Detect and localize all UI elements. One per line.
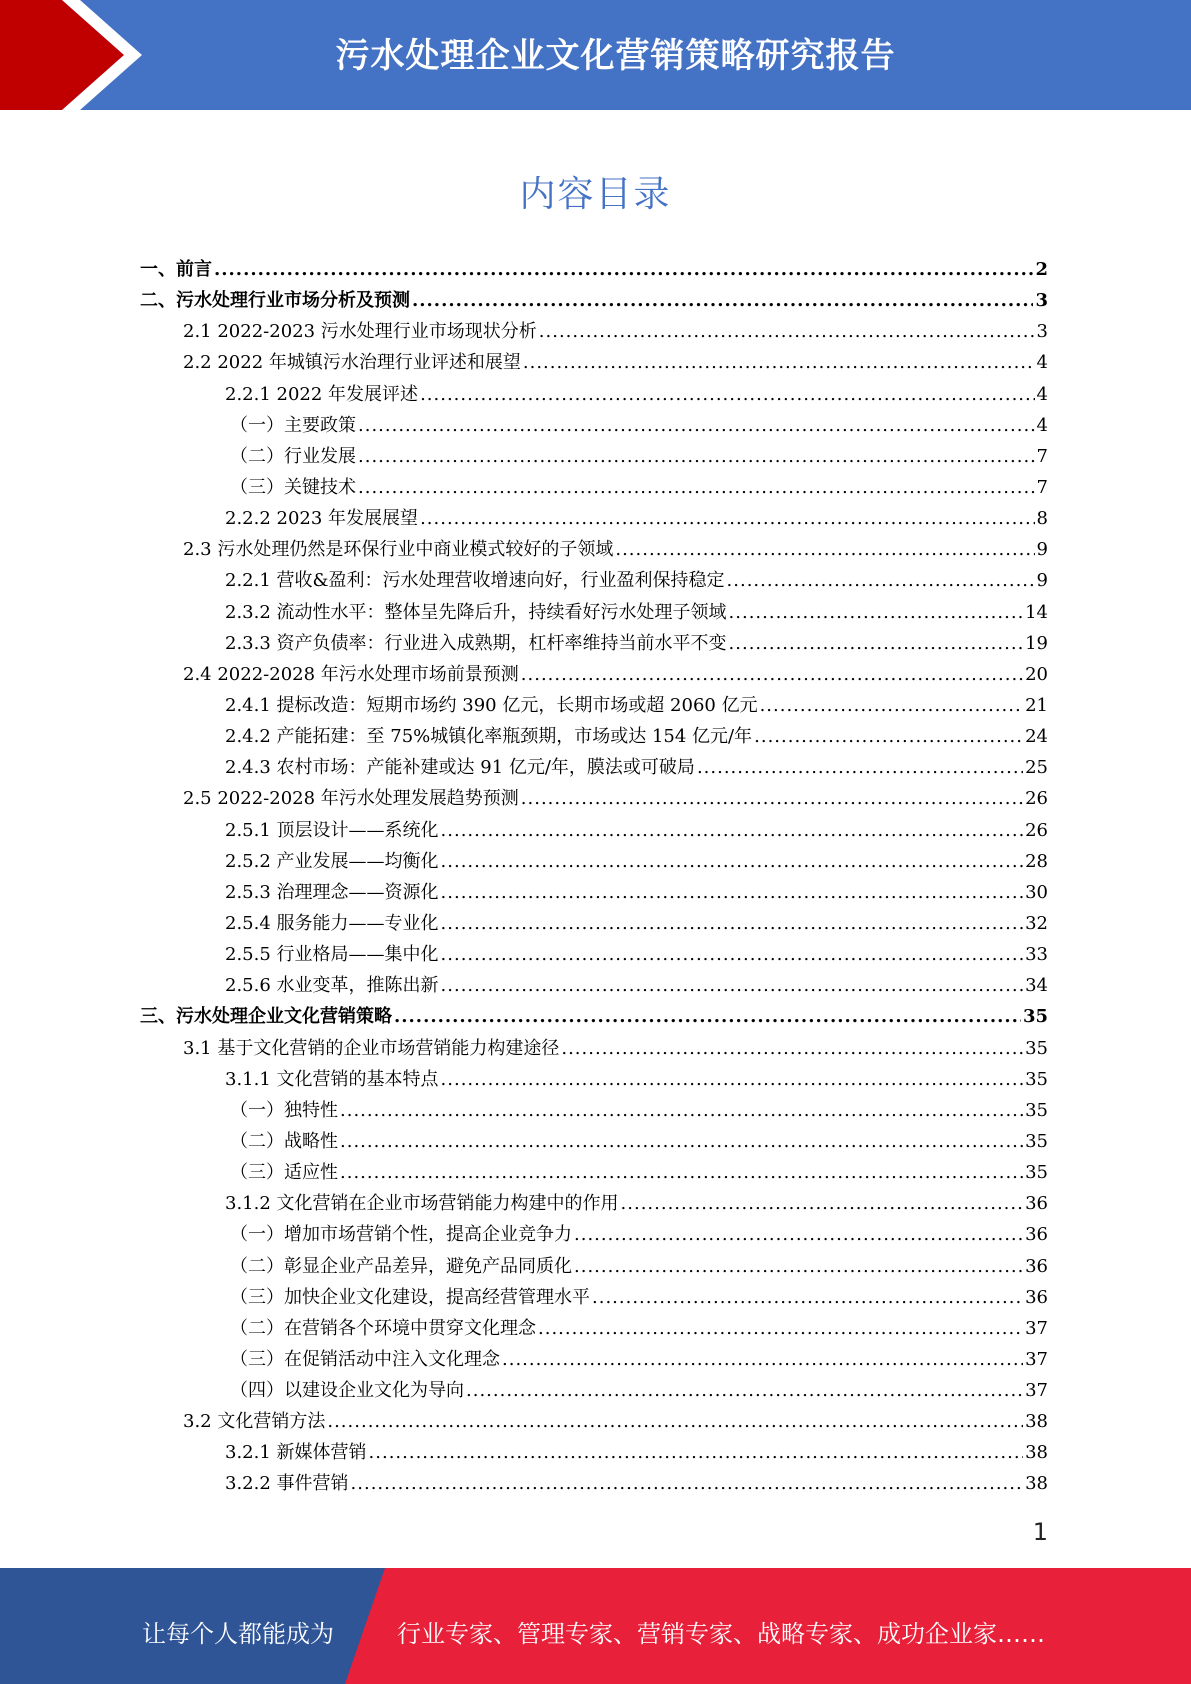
- toc-leader-dots: [521, 659, 1023, 690]
- toc-entry-page: 7: [1036, 445, 1048, 467]
- toc-entry-label: （二）战略性: [230, 1130, 338, 1152]
- toc-entry-label: 3.2.1 新媒体营销: [225, 1442, 367, 1464]
- toc-entry-label: 2.4.3 农村市场：产能补建或达 91 亿元/年，膜法或可破局: [225, 757, 695, 779]
- toc-leader-dots: [574, 1251, 1023, 1282]
- report-title: 污水处理企业文化营销策略研究报告: [335, 36, 896, 76]
- toc-entry-label: 3.1.1 文化营销的基本特点: [225, 1068, 439, 1090]
- toc-entry-label: 2.1 2022-2023 污水处理行业市场现状分析: [183, 321, 537, 343]
- toc-entry-label: （三）关键技术: [230, 476, 356, 498]
- toc-entry-page: 30: [1025, 881, 1048, 903]
- toc-entry-page: 34: [1025, 975, 1048, 997]
- toc-entry[interactable]: [140, 316, 1048, 347]
- toc-leader-dots: [615, 534, 1034, 565]
- toc-entry-page: 26: [1025, 819, 1048, 841]
- toc-entry[interactable]: [140, 815, 1048, 846]
- toc-entry[interactable]: [140, 1437, 1048, 1468]
- toc-leader-dots: [592, 1282, 1023, 1313]
- toc-entry-label: 2.5.5 行业格局——集中化: [225, 944, 439, 966]
- toc-leader-dots: [358, 441, 1035, 472]
- toc-entry-page: 38: [1025, 1411, 1048, 1433]
- toc-entry[interactable]: [140, 1033, 1048, 1064]
- toc-entry-label: 2.2.1 营收&盈利：污水处理营收增速向好，行业盈利保持稳定: [225, 570, 725, 592]
- table-of-contents: [140, 254, 1048, 1500]
- toc-entry-label: 2.3 污水处理仍然是环保行业中商业模式较好的子领域: [183, 539, 614, 561]
- toc-leader-dots: [358, 410, 1035, 441]
- toc-leader-dots: [340, 1126, 1023, 1157]
- toc-leader-dots: [420, 503, 1034, 534]
- toc-entry-label: 2.5.2 产业发展——均衡化: [225, 850, 439, 872]
- toc-entry[interactable]: [140, 379, 1048, 410]
- toc-entry-label: （一）主要政策: [230, 414, 356, 436]
- toc-entry[interactable]: [140, 1095, 1048, 1126]
- toc-leader-dots: [441, 877, 1024, 908]
- toc-entry-page: 37: [1025, 1348, 1048, 1370]
- toc-entry[interactable]: [140, 534, 1048, 565]
- toc-entry-page: 35: [1025, 1162, 1048, 1184]
- toc-entry-label: 2.4.2 产能拓建：至 75%城镇化率瓶颈期，市场或达 154 亿元/年: [225, 726, 753, 748]
- toc-entry[interactable]: [140, 970, 1048, 1001]
- toc-entry-page: 3: [1036, 321, 1048, 343]
- toc-entry[interactable]: [140, 503, 1048, 534]
- toc-entry[interactable]: [140, 908, 1048, 939]
- toc-entry[interactable]: [140, 877, 1048, 908]
- toc-leader-dots: [621, 1188, 1024, 1219]
- toc-entry-page: 4: [1036, 352, 1048, 374]
- toc-entry-label: 3.2.2 事件营销: [225, 1473, 349, 1495]
- toc-entry[interactable]: [140, 752, 1048, 783]
- toc-leader-dots: [727, 565, 1035, 596]
- toc-entry-page: 37: [1025, 1317, 1048, 1339]
- toc-entry-label: （一）增加市场营销个性，提高企业竞争力: [230, 1224, 572, 1246]
- toc-entry[interactable]: [140, 254, 1048, 285]
- toc-leader-dots: [441, 970, 1024, 1001]
- toc-leader-dots: [358, 472, 1035, 503]
- toc-heading: 内容目录: [519, 174, 672, 215]
- toc-entry-label: （三）在促销活动中注入文化理念: [230, 1348, 500, 1370]
- toc-entry[interactable]: [140, 690, 1048, 721]
- toc-entry-page: 38: [1025, 1442, 1048, 1464]
- toc-entry-page: 3: [1035, 290, 1048, 312]
- toc-leader-dots: [441, 815, 1024, 846]
- toc-leader-dots: [561, 1033, 1023, 1064]
- toc-entry-label: （三）加快企业文化建设，提高经营管理水平: [230, 1286, 590, 1308]
- toc-entry-page: 35: [1025, 1099, 1048, 1121]
- toc-leader-dots: [523, 347, 1035, 378]
- toc-entry-page: 7: [1036, 476, 1048, 498]
- toc-leader-dots: [412, 285, 1033, 316]
- footer-slogan-left: 让每个人都能成为: [142, 1620, 334, 1648]
- toc-entry[interactable]: [140, 939, 1048, 970]
- toc-entry-label: 2.4.1 提标改造：短期市场约 390 亿元，长期市场或超 2060 亿元: [225, 694, 758, 716]
- toc-entry[interactable]: [140, 1468, 1048, 1499]
- toc-entry-page: 19: [1025, 632, 1048, 654]
- toc-leader-dots: [539, 316, 1035, 347]
- toc-entry[interactable]: [140, 1406, 1048, 1437]
- toc-leader-dots: [441, 908, 1024, 939]
- toc-entry[interactable]: [140, 1282, 1048, 1313]
- toc-entry-label: （四）以建设企业文化为导向: [230, 1380, 464, 1402]
- footer-slogan-right: 行业专家、管理专家、营销专家、战略专家、成功企业家……: [397, 1620, 1045, 1648]
- toc-leader-dots: [574, 1219, 1023, 1250]
- toc-leader-dots: [697, 752, 1023, 783]
- toc-entry-page: 35: [1025, 1037, 1048, 1059]
- toc-entry[interactable]: [140, 1001, 1048, 1032]
- toc-leader-dots: [327, 1406, 1023, 1437]
- toc-entry-page: 2: [1035, 259, 1048, 280]
- toc-entry[interactable]: [140, 565, 1048, 596]
- toc-leader-dots: [394, 1001, 1021, 1032]
- toc-leader-dots: [760, 690, 1024, 721]
- toc-entry-page: 4: [1036, 414, 1048, 436]
- toc-entry[interactable]: [140, 721, 1048, 752]
- toc-entry-label: （二）在营销各个环境中贯穿文化理念: [230, 1317, 536, 1339]
- toc-entry-label: （三）适应性: [230, 1162, 338, 1184]
- toc-leader-dots: [214, 254, 1033, 285]
- toc-entry[interactable]: [140, 441, 1048, 472]
- toc-entry[interactable]: [140, 410, 1048, 441]
- toc-entry-label: 2.3.2 流动性水平：整体呈先降后升，持续看好污水处理子领域: [225, 601, 727, 623]
- toc-entry-page: 21: [1025, 694, 1048, 716]
- toc-entry-page: 35: [1025, 1130, 1048, 1152]
- toc-entry[interactable]: [140, 1251, 1048, 1282]
- toc-entry[interactable]: [140, 1064, 1048, 1095]
- toc-entry[interactable]: [140, 1313, 1048, 1344]
- toc-entry[interactable]: [140, 285, 1048, 316]
- toc-entry-page: 24: [1025, 726, 1048, 748]
- toc-leader-dots: [441, 846, 1024, 877]
- toc-leader-dots: [729, 628, 1024, 659]
- toc-entry-label: 2.5.3 治理理念——资源化: [225, 881, 439, 903]
- toc-entry-page: 4: [1036, 383, 1048, 405]
- toc-leader-dots: [340, 1095, 1023, 1126]
- page-footer: [0, 1568, 1191, 1684]
- toc-leader-dots: [441, 939, 1024, 970]
- toc-leader-dots: [538, 1313, 1023, 1344]
- toc-entry[interactable]: [140, 1375, 1048, 1406]
- toc-entry-label: 3.1.2 文化营销在企业市场营销能力构建中的作用: [225, 1193, 619, 1215]
- toc-entry[interactable]: [140, 846, 1048, 877]
- toc-entry-label: （二）行业发展: [230, 445, 356, 467]
- toc-entry[interactable]: [140, 1344, 1048, 1375]
- toc-entry[interactable]: [140, 1188, 1048, 1219]
- toc-entry-page: 20: [1025, 663, 1048, 685]
- toc-entry-page: 8: [1036, 508, 1048, 530]
- toc-leader-dots: [340, 1157, 1023, 1188]
- toc-leader-dots: [754, 721, 1023, 752]
- toc-entry[interactable]: [140, 347, 1048, 378]
- toc-entry[interactable]: [140, 597, 1048, 628]
- page-number: 1: [1032, 1518, 1048, 1546]
- toc-entry-label: 二、污水处理行业市场分析及预测: [140, 290, 410, 312]
- toc-entry-label: 2.3.3 资产负债率：行业进入成熟期，杠杆率维持当前水平不变: [225, 632, 727, 654]
- toc-leader-dots: [420, 379, 1034, 410]
- toc-entry-page: 36: [1025, 1193, 1048, 1215]
- toc-leader-dots: [441, 1064, 1024, 1095]
- toc-leader-dots: [502, 1344, 1023, 1375]
- toc-entry-label: （二）彰显企业产品差异，避免产品同质化: [230, 1255, 572, 1277]
- toc-entry-page: 28: [1025, 850, 1048, 872]
- toc-entry-label: 三、污水处理企业文化营销策略: [140, 1006, 392, 1028]
- toc-entry-page: 9: [1036, 570, 1048, 592]
- toc-entry-page: 32: [1025, 912, 1048, 934]
- toc-entry-label: 2.5 2022-2028 年污水处理发展趋势预测: [183, 788, 519, 810]
- toc-entry-label: 2.5.6 水业变革，推陈出新: [225, 975, 439, 997]
- toc-entry[interactable]: [140, 1157, 1048, 1188]
- toc-entry[interactable]: [140, 783, 1048, 814]
- toc-leader-dots: [351, 1468, 1024, 1499]
- toc-entry[interactable]: [140, 1219, 1048, 1250]
- toc-entry[interactable]: [140, 659, 1048, 690]
- toc-leader-dots: [369, 1437, 1024, 1468]
- toc-entry[interactable]: [140, 1126, 1048, 1157]
- toc-entry-page: 26: [1025, 788, 1048, 810]
- toc-entry-page: 35: [1022, 1006, 1048, 1028]
- toc-entry-label: 2.2.1 2022 年发展评述: [225, 383, 419, 405]
- toc-entry-page: 36: [1025, 1255, 1048, 1277]
- toc-entry-label: 2.5.4 服务能力——专业化: [225, 912, 439, 934]
- toc-leader-dots: [729, 597, 1024, 628]
- toc-entry-label: 3.1 基于文化营销的企业市场营销能力构建途径: [183, 1037, 560, 1059]
- toc-entry-page: 14: [1025, 601, 1048, 623]
- toc-entry-page: 36: [1025, 1224, 1048, 1246]
- toc-entry-page: 37: [1025, 1380, 1048, 1402]
- toc-entry-label: 2.2 2022 年城镇污水治理行业评述和展望: [183, 352, 521, 374]
- toc-entry-label: 一、前言: [140, 259, 212, 280]
- toc-entry[interactable]: [140, 472, 1048, 503]
- toc-entry-label: 2.4 2022-2028 年污水处理市场前景预测: [183, 663, 519, 685]
- toc-leader-dots: [466, 1375, 1023, 1406]
- toc-entry-page: 33: [1025, 944, 1048, 966]
- toc-entry-page: 35: [1025, 1068, 1048, 1090]
- toc-leader-dots: [521, 783, 1023, 814]
- toc-entry-label: 3.2 文化营销方法: [183, 1411, 326, 1433]
- page-header: [0, 0, 1191, 110]
- toc-entry[interactable]: [140, 628, 1048, 659]
- toc-entry-page: 38: [1025, 1473, 1048, 1495]
- toc-entry-label: 2.5.1 顶层设计——系统化: [225, 819, 439, 841]
- toc-entry-page: 9: [1036, 539, 1048, 561]
- toc-entry-label: （一）独特性: [230, 1099, 338, 1121]
- toc-entry-page: 25: [1025, 757, 1048, 779]
- toc-entry-label: 2.2.2 2023 年发展展望: [225, 508, 419, 530]
- toc-entry-page: 36: [1025, 1286, 1048, 1308]
